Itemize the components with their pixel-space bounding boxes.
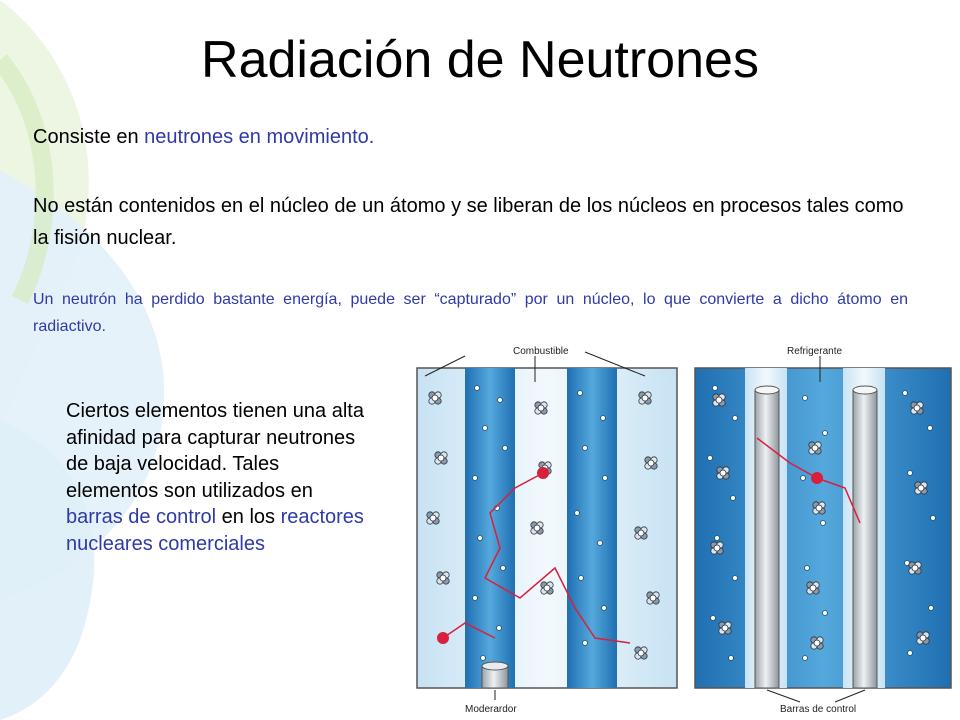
definition-suffix: .	[368, 126, 375, 148]
paragraph-origin: No están contenidos en el núcleo de un átomo y se liberan de los núcleos en procesos tales como la fisión nuclear.	[33, 195, 904, 249]
left-panel	[417, 346, 677, 715]
control-rods-highlight1: barras de control	[66, 506, 217, 528]
right-panel	[695, 346, 951, 715]
label-refrigerante: Refrigerante	[787, 346, 843, 357]
label-combustible: Combustible	[513, 346, 569, 357]
definition-prefix: Consiste en	[33, 126, 145, 148]
label-barras-control: Barras de control	[780, 704, 857, 715]
paragraph-control-rods	[66, 398, 366, 557]
paragraph-definition	[33, 126, 374, 149]
slide-title: Radiación de Neutrones	[201, 31, 759, 89]
control-rods-part2: en los	[216, 506, 281, 528]
control-rods-part1: Ciertos elementos tienen una alta afinidad para capturar neutrones de baja velocidad. Tales elementos son utilizados en	[66, 400, 364, 502]
label-moderador: Moderardor	[465, 704, 517, 715]
definition-highlight: neutrones en movimiento	[144, 126, 369, 148]
reactor-diagram	[405, 338, 960, 720]
background-swirl-decoration	[0, 0, 260, 720]
paragraph-capture: Un neutrón ha perdido bastante energía, puede ser “capturado” por un núcleo, lo que convierte a dicho átomo en radiactivo.	[33, 291, 908, 335]
control-rods-highlight2: reactores nucleares comerciales	[66, 506, 364, 555]
